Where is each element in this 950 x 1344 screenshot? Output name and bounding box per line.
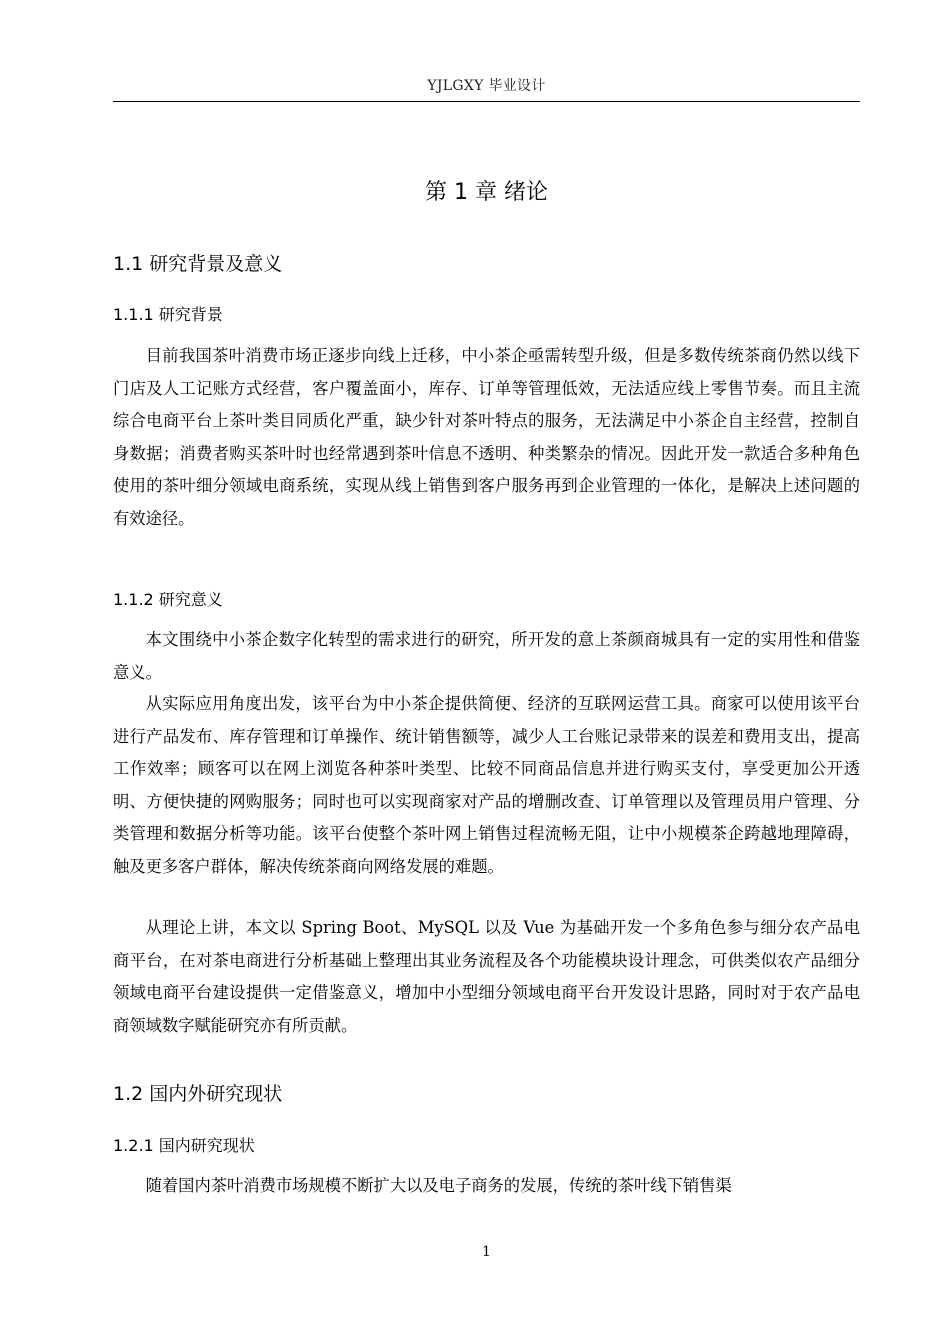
section-heading-1-1: 1.1 研究背景及意义 (113, 253, 283, 275)
running-header: YJLGXY 毕业设计 (427, 78, 546, 94)
page-number: 1 (482, 1244, 491, 1260)
subsection-heading-1-1-1: 1.1.1 研究背景 (113, 305, 223, 324)
paragraph-domestic-status: 随着国内茶叶消费市场规模不断扩大以及电子商务的发展，传统的茶叶线下销售渠 (145, 1176, 732, 1195)
paragraph-theoretical-significance: 从理论上讲，本文以 Spring Boot、MySQL 以及 Vue 为基础开发一个多角色参与细分农产品电商平台，在对茶电商进行分析基础上整理出其业务流程及各个功能模块设计理念，可供类似农产品细分领域电商平台建设提供一定借鉴意义，增加中小型细分领域电商平台开发设计思路，同时对于农产品电商领域数字赋能研究亦有所贡献。 (113, 918, 860, 1035)
paragraph-background: 目前我国茶叶消费市场正逐步向线上迁移，中小茶企亟需转型升级，但是多数传统茶商仍然以线下门店及人工记账方式经营，客户覆盖面小，库存、订单等管理低效，无法适应线上零售节奏。而且主流综合电商平台上茶叶类目同质化严重，缺少针对茶叶特点的服务，无法满足中小茶企自主经营，控制自身数据；消费者购买茶叶时也经常遇到茶叶信息不透明、种类繁杂的情况。因此开发一款适合多种角色使用的茶叶细分领域电商系统，实现从线上销售到客户服务再到企业管理的一体化，是解决上述问题的有效途径。 (113, 346, 860, 528)
paragraph-significance-intro: 本文围绕中小茶企数字化转型的需求进行的研究，所开发的意上茶颜商城具有一定的实用性和借鉴意义。 (113, 630, 860, 682)
subsection-heading-1-1-2: 1.1.2 研究意义 (113, 590, 223, 609)
subsection-heading-1-2-1: 1.2.1 国内研究现状 (113, 1136, 255, 1155)
paragraph-practical-significance: 从实际应用角度出发，该平台为中小茶企提供简便、经济的互联网运营工具。商家可以使用该平台进行产品发布、库存管理和订单操作、统计销售额等，减少人工台账记录带来的误差和费用支出，提高工作效率；顾客可以在网上浏览各种茶叶类型、比较不同商品信息并进行购买支付，享受更加公开透明、方便快捷的网购服务；同时也可以实现商家对产品的增删改查、订单管理以及管理员用户管理、分类管理和数据分析等功能。该平台使整个茶叶网上销售过程流畅无阻，让中小规模茶企跨越地理障碍，触及更多客户群体，解决传统茶商向网络发展的难题。 (113, 694, 860, 876)
header-divider (113, 101, 860, 102)
chapter-title: 第 1 章 绪论 (425, 180, 548, 205)
section-heading-1-2: 1.2 国内外研究现状 (113, 1083, 283, 1105)
